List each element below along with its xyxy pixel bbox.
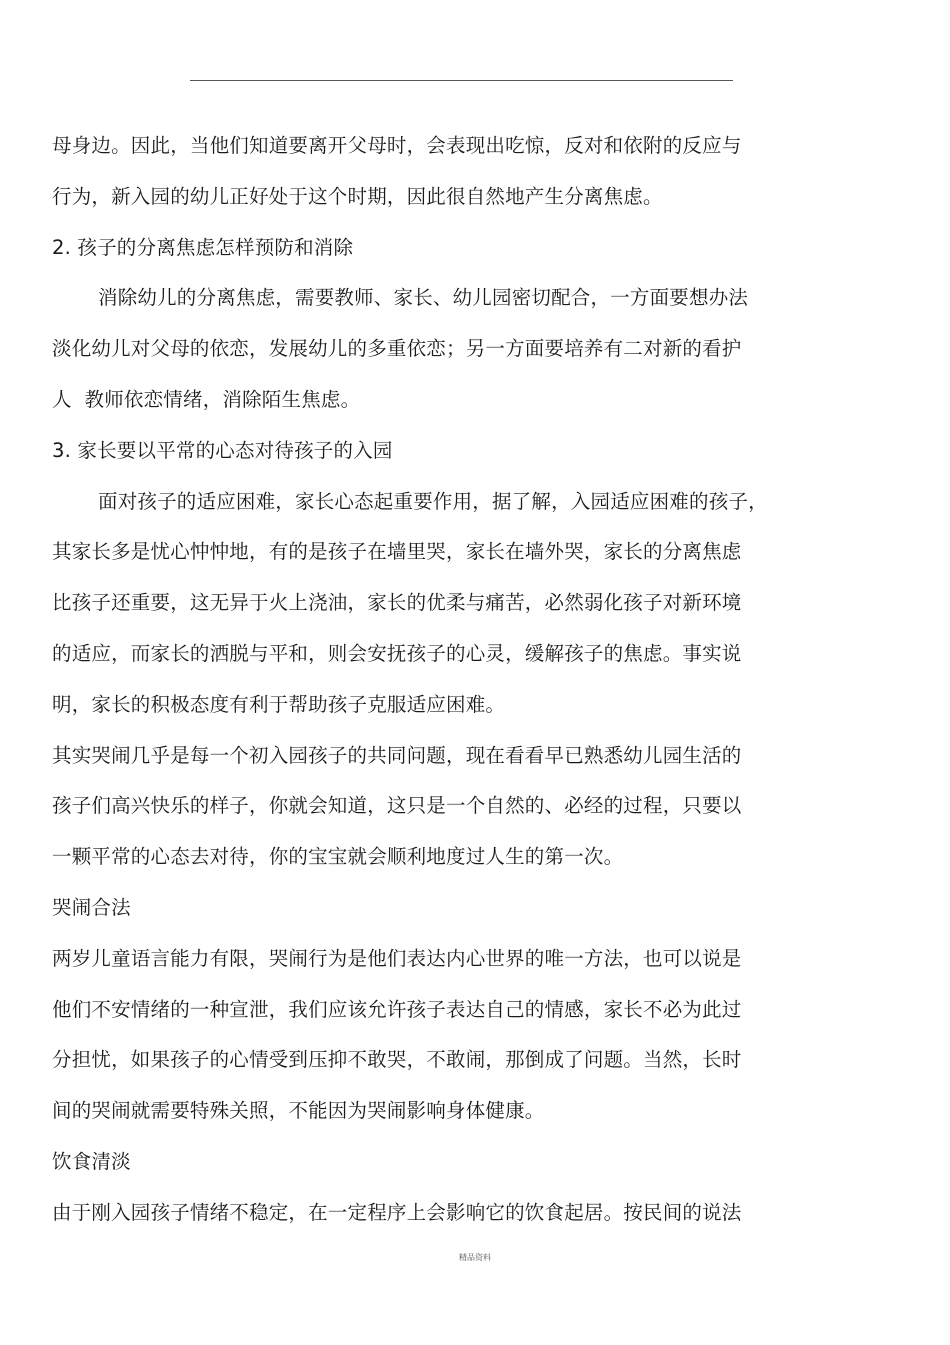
text-line: 其实哭闹几乎是每一个初入园孩子的共同问题，现在看看早已熟悉幼儿园生活的: [52, 743, 742, 767]
text-line: 行为，新入园的幼儿正好处于这个时期，因此很自然地产生分离焦虑。: [52, 184, 663, 208]
text-line: 比孩子还重要，这无异于火上浇油，家长的优柔与痛苦，必然弱化孩子对新环境: [52, 591, 742, 615]
section-heading: 2. 孩子的分离焦虑怎样预防和消除: [52, 235, 354, 259]
text-line: 分担忧，如果孩子的心情受到压抑不敢哭，不敢闹，那倒成了问题。当然，长时: [52, 1048, 742, 1072]
text-line: 人 教师依恋情绪，消除陌生焦虑。: [52, 387, 361, 411]
text-line: 母身边。因此，当他们知道要离开父母时，会表现出吃惊，反对和依附的反应与: [52, 134, 742, 157]
section-heading: 3. 家长要以平常的心态对待孩子的入园: [52, 438, 393, 462]
text-line: 一颗平常的心态去对待，你的宝宝就会顺利地度过人生的第一次。: [52, 845, 624, 869]
text-line: 的适应，而家长的洒脱与平和，则会安抚孩子的心灵，缓解孩子的焦虑。事实说: [52, 641, 742, 665]
document-body: [52, 128, 772, 1246]
text-line: 由于刚入园孩子情绪不稳定，在一定程序上会影响它的饮食起居。按民间的说法: [52, 1200, 742, 1224]
footer-note: 精品资料: [459, 1253, 491, 1262]
text-line: 明，家长的积极态度有利于帮助孩子克服适应困难。: [52, 692, 506, 716]
text-line: 他们不安情绪的一种宣泄，我们应该允许孩子表达自己的情感，家长不必为此过: [52, 997, 742, 1021]
subsection-heading: 哭闹合法: [52, 895, 131, 919]
text-line: 间的哭闹就需要特殊关照，不能因为哭闹影响身体健康。: [52, 1099, 545, 1123]
text-line: 面对孩子的适应困难，家长心态起重要作用，据了解，入园适应困难的孩子，: [98, 489, 768, 513]
subsection-heading: 饮食清淡: [52, 1149, 131, 1173]
text-line: 其家长多是忧心忡忡地，有的是孩子在墙里哭，家长在墙外哭，家长的分离焦虑: [52, 540, 742, 564]
text-line: 孩子们高兴快乐的样子，你就会知道，这只是一个自然的、必经的过程，只要以: [52, 794, 742, 818]
header-rule: [190, 80, 733, 81]
text-line: 两岁儿童语言能力有限，哭闹行为是他们表达内心世界的唯一方法，也可以说是: [52, 946, 742, 970]
text-line: 消除幼儿的分离焦虑，需要教师、家长、幼儿园密切配合，一方面要想办法: [98, 286, 749, 310]
text-line: 淡化幼儿对父母的依恋，发展幼儿的多重依恋；另一方面要培养有二对新的看护: [52, 337, 742, 361]
